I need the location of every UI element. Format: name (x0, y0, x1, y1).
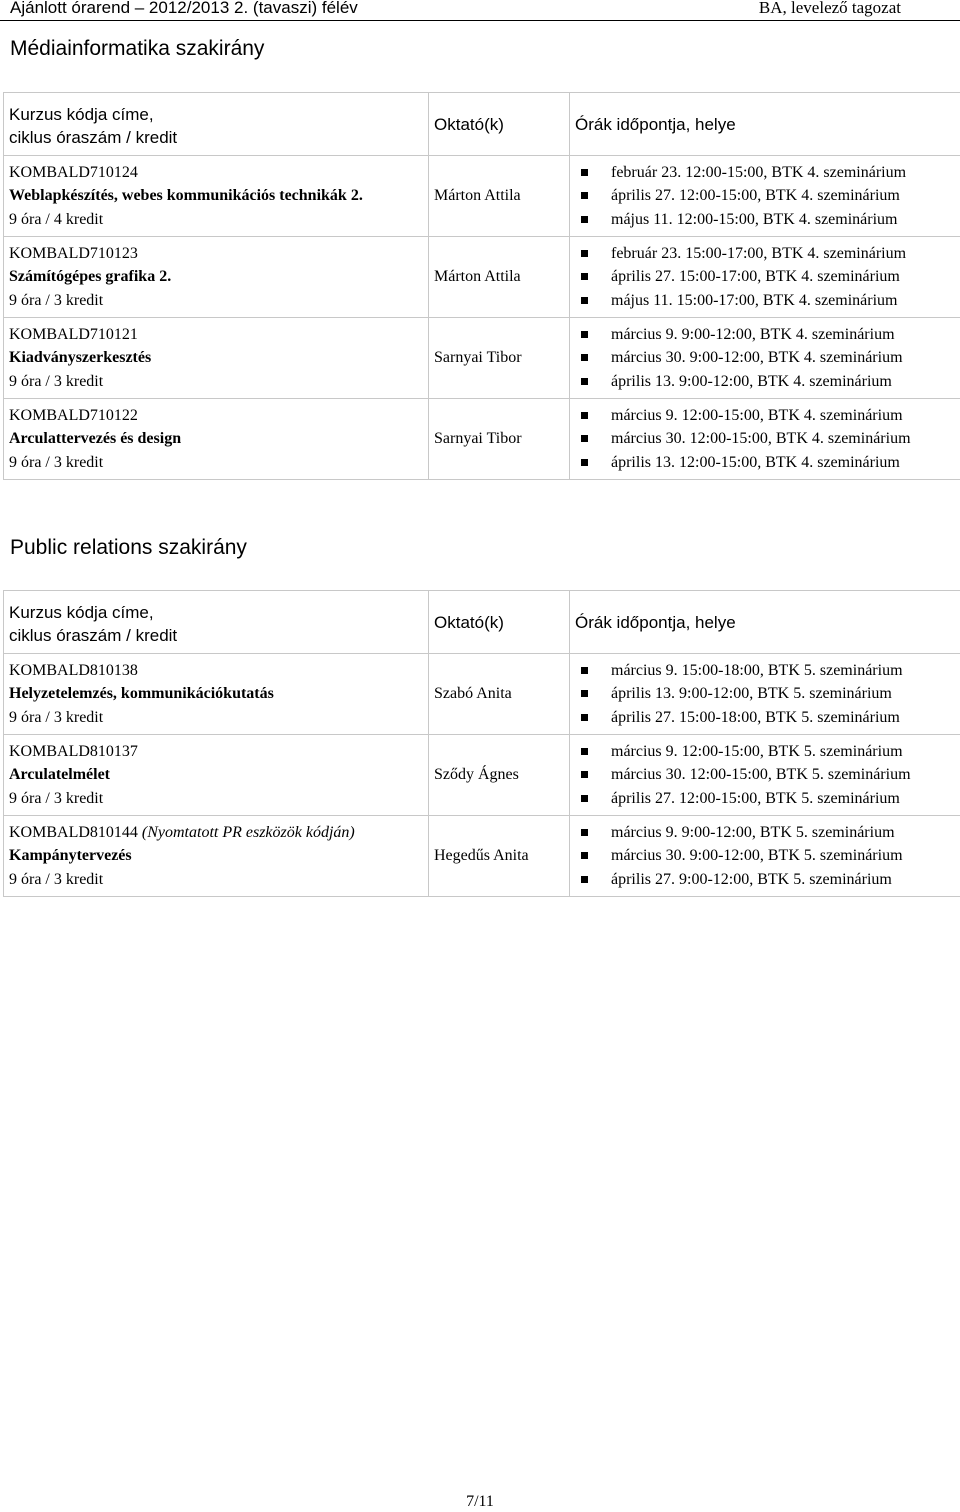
course-code: KOMBALD710121 (9, 325, 138, 343)
schedule-cell (570, 237, 960, 318)
schedule-item: március 9. 15:00-18:00, BTK 5. szeminárium (575, 659, 956, 683)
schedule-list (575, 821, 956, 892)
teacher-cell: Hegedűs Anita (429, 816, 570, 897)
schedule-list (575, 323, 956, 394)
course-cell (4, 156, 429, 237)
course-cell (4, 735, 429, 816)
course-title: Helyzetelemzés, kommunikációkutatás (9, 685, 274, 703)
schedule-item: április 13. 9:00-12:00, BTK 5. szeminárium (575, 682, 956, 706)
schedule-item: április 27. 12:00-15:00, BTK 4. szeminárium (575, 184, 956, 208)
table-row (4, 816, 960, 897)
table-row (4, 654, 960, 735)
table-header-row (4, 93, 960, 156)
course-code-line (9, 404, 423, 428)
schedule-list (575, 659, 956, 730)
schedule-list (575, 242, 956, 313)
schedule-list (575, 404, 956, 475)
page-number: 7/11 (466, 1493, 494, 1510)
schedule-item: március 30. 12:00-15:00, BTK 5. szeminárium (575, 763, 956, 787)
schedule-item: április 27. 9:00-12:00, BTK 5. szeminárium (575, 868, 956, 892)
course-table (3, 92, 960, 480)
schedule-cell (570, 816, 960, 897)
table-row (4, 318, 960, 399)
course-code: KOMBALD710123 (9, 244, 138, 262)
header-right: BA, levelező tagozat (758, 0, 901, 17)
column-header-teacher: Oktató(k) (429, 591, 570, 654)
course-title: Számítógépes grafika 2. (9, 268, 172, 286)
column-header-teacher: Oktató(k) (429, 93, 570, 156)
course-hours-credits: 9 óra / 4 kredit (9, 210, 104, 228)
table-row (4, 156, 960, 237)
schedule-cell (570, 735, 960, 816)
teacher-cell: Sarnyai Tibor (429, 318, 570, 399)
schedule-item: április 27. 12:00-15:00, BTK 5. szeminárium (575, 787, 956, 811)
teacher-cell: Márton Attila (429, 237, 570, 318)
course-title: Weblapkészítés, webes kommunikációs technikák 2. (9, 187, 363, 205)
course-code-line (9, 323, 423, 347)
course-cell (4, 399, 429, 480)
course-cell (4, 237, 429, 318)
schedule-cell (570, 654, 960, 735)
course-code: KOMBALD710122 (9, 406, 138, 424)
course-code-line (9, 821, 423, 845)
column-header-course (4, 591, 429, 654)
column-header-schedule: Órák időpontja, helye (570, 591, 960, 654)
table-row (4, 399, 960, 480)
schedule-item: március 9. 12:00-15:00, BTK 5. szeminárium (575, 740, 956, 764)
course-hours-credits: 9 óra / 3 kredit (9, 291, 104, 309)
schedule-item: március 30. 9:00-12:00, BTK 4. szeminárium (575, 346, 956, 370)
course-code-note: (Nyomtatott PR eszközök kódján) (141, 823, 355, 841)
schedule-item: május 11. 15:00-17:00, BTK 4. szeminárium (575, 289, 956, 313)
header-left: Ajánlott órarend – 2012/2013 2. (tavaszi) félév (10, 0, 358, 17)
course-hours-credits: 9 óra / 3 kredit (9, 870, 104, 888)
schedule-item: május 11. 12:00-15:00, BTK 4. szeminárium (575, 208, 956, 232)
table-row (4, 735, 960, 816)
course-code: KOMBALD710124 (9, 163, 138, 181)
course-code-line (9, 659, 423, 683)
column-header-schedule: Órák időpontja, helye (570, 93, 960, 156)
schedule-item: március 30. 9:00-12:00, BTK 5. szeminárium (575, 844, 956, 868)
course-title: Kampánytervezés (9, 847, 132, 865)
course-title: Arculatelmélet (9, 766, 110, 784)
course-code: KOMBALD810144 (9, 823, 138, 841)
column-header-course-line2: ciklus óraszám / kredit (9, 626, 178, 645)
teacher-cell: Sarnyai Tibor (429, 399, 570, 480)
schedule-item: április 27. 15:00-18:00, BTK 5. szeminárium (575, 706, 956, 730)
course-hours-credits: 9 óra / 3 kredit (9, 789, 104, 807)
course-cell (4, 654, 429, 735)
schedule-item: március 9. 12:00-15:00, BTK 4. szeminárium (575, 404, 956, 428)
schedule-cell (570, 156, 960, 237)
schedule-cell (570, 399, 960, 480)
section-title: Médiainformatika szakirány (10, 37, 265, 60)
course-code-line (9, 242, 423, 266)
schedule-list (575, 740, 956, 811)
course-code-line (9, 740, 423, 764)
column-header-course-line2: ciklus óraszám / kredit (9, 128, 178, 147)
schedule-item: április 13. 12:00-15:00, BTK 4. szeminárium (575, 451, 956, 475)
schedule-item: március 9. 9:00-12:00, BTK 5. szeminárium (575, 821, 956, 845)
table-row (4, 237, 960, 318)
course-hours-credits: 9 óra / 3 kredit (9, 372, 104, 390)
course-hours-credits: 9 óra / 3 kredit (9, 453, 104, 471)
schedule-cell (570, 318, 960, 399)
schedule-item: február 23. 12:00-15:00, BTK 4. szeminárium (575, 161, 956, 185)
page-header (0, 0, 960, 17)
teacher-cell: Márton Attila (429, 156, 570, 237)
schedule-item: április 13. 9:00-12:00, BTK 4. szeminárium (575, 370, 956, 394)
course-title: Kiadványszerkesztés (9, 349, 152, 367)
course-table (3, 590, 960, 897)
schedule-item: április 27. 15:00-17:00, BTK 4. szeminárium (575, 265, 956, 289)
schedule-list (575, 161, 956, 232)
course-cell (4, 816, 429, 897)
schedule-item: március 9. 9:00-12:00, BTK 4. szeminárium (575, 323, 956, 347)
course-title: Arculattervezés és design (9, 430, 182, 448)
course-code: KOMBALD810137 (9, 742, 138, 760)
column-header-course-line1: Kurzus kódja címe, (9, 603, 154, 622)
schedule-item: február 23. 15:00-17:00, BTK 4. szeminárium (575, 242, 956, 266)
teacher-cell: Sződy Ágnes (429, 735, 570, 816)
header-rule (0, 20, 960, 21)
column-header-course-line1: Kurzus kódja címe, (9, 105, 154, 124)
teacher-cell: Szabó Anita (429, 654, 570, 735)
course-cell (4, 318, 429, 399)
course-hours-credits: 9 óra / 3 kredit (9, 708, 104, 726)
course-code-line (9, 161, 423, 185)
column-header-course (4, 93, 429, 156)
section-title: Public relations szakirány (10, 536, 247, 559)
schedule-item: március 30. 12:00-15:00, BTK 4. szeminárium (575, 427, 956, 451)
table-header-row (4, 591, 960, 654)
course-code: KOMBALD810138 (9, 661, 138, 679)
